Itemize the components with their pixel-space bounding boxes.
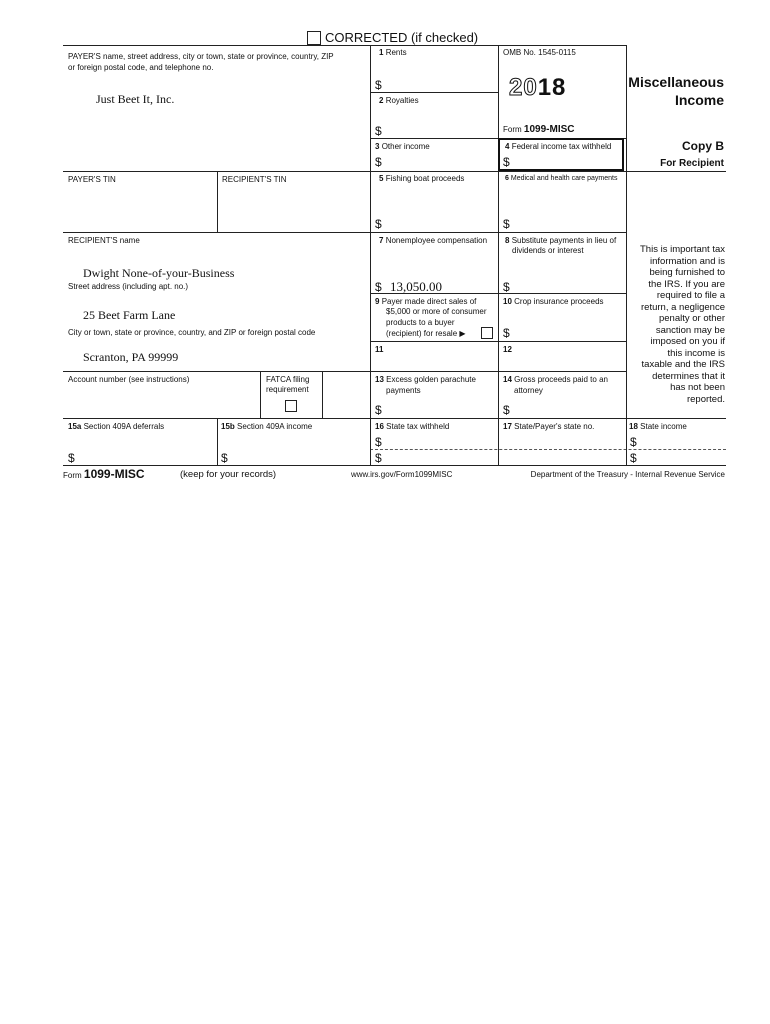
recipient-tin-label: RECIPIENT'S TIN [222,175,287,184]
rule [626,45,627,465]
box10-label: 10 Crop insurance proceeds [503,297,604,306]
box5-dollar: $ [375,217,382,231]
box9-checkbox[interactable] [481,327,493,339]
rule [370,92,498,93]
payer-name-label: PAYER'S name, street address, city or town, state or province, country, ZIP [68,52,334,61]
box6-label: 6 Medical and health care payments [505,175,618,182]
box13-dollar: $ [375,403,382,417]
form-id: Form 1099-MISC [503,124,575,135]
recipient-notice: This is important tax information and is being furnished to the IRS. If you are required to file a return, a negligence penalty or other sanction may be imposed on you if this income is taxable and the IRS determines that it has not been reported. [640,244,725,405]
box16-dollar-1: $ [375,435,382,449]
box8-label-1: 8 Substitute payments in lieu of [505,236,617,245]
fatca-label-1: FATCA filing [266,375,310,384]
box5-label: 5 Fishing boat proceeds [379,174,465,183]
payer-tin-label: PAYER'S TIN [68,175,116,184]
box16-label: 16 State tax withheld [375,422,450,431]
box15b-label: 15b Section 409A income [221,422,313,431]
payer-name-value[interactable]: Just Beet It, Inc. [96,92,175,106]
city-value[interactable]: Scranton, PA 99999 [83,350,179,364]
payer-name-label-2: or foreign postal code, and telephone no. [68,63,214,72]
box1-label: 1 Rents [379,48,407,57]
box13-label-2: payments [386,386,421,395]
box2-label: 2 Royalties [379,96,419,105]
rule [63,371,626,372]
box16-dollar-2: $ [375,451,382,465]
box3-dollar: $ [375,155,382,169]
copy-label: Copy B [682,139,724,153]
city-label: City or town, state or province, country, and ZIP or foreign postal code [68,328,316,337]
omb-number: OMB No. 1545-0115 [503,48,576,57]
recipient-name-label: RECIPIENT'S name [68,236,140,245]
box8-label-2: dividends or interest [512,246,584,255]
box10-dollar: $ [503,326,510,340]
street-label: Street address (including apt. no.) [68,282,189,291]
box9-label-3: products to a buyer [386,318,455,327]
box7-value[interactable]: 13,050.00 [390,279,442,294]
box15a-label: 15a Section 409A deferrals [68,422,165,431]
rule [260,371,261,418]
form-title-1: Miscellaneous [628,74,724,90]
box9-label-2: $5,000 or more of consumer [386,307,487,316]
box14-label-1: 14 Gross proceeds paid to an [503,375,608,384]
box8-dollar: $ [503,280,510,294]
box15a-dollar: $ [68,451,75,465]
box15b-dollar: $ [221,451,228,465]
rule [217,418,218,465]
footer-url[interactable]: www.irs.gov/Form1099MISC [351,470,453,479]
footer-department: Department of the Treasury - Internal Revenue Service [530,470,725,479]
for-recipient-label: For Recipient [660,158,724,169]
corrected-label: CORRECTED (if checked) [325,30,479,45]
box3-label: 3 Other income [375,142,430,151]
box18-label: 18 State income [629,422,687,431]
rule [217,171,218,232]
box14-label-2: attorney [514,386,543,395]
box12-label: 12 [503,345,512,354]
box9-label-4: (recipient) for resale ▶ [386,329,466,338]
box13-label-1: 13 Excess golden parachute [375,375,476,384]
box11-label: 11 [375,345,384,354]
rule [63,465,726,466]
rule [322,371,323,418]
rule [370,45,371,465]
box1-dollar: $ [375,78,382,92]
box18-dollar-1: $ [630,435,637,449]
street-value[interactable]: 25 Beet Farm Lane [83,308,176,322]
box4-dollar: $ [503,155,510,169]
box2-dollar: $ [375,124,382,138]
rule [498,45,499,465]
dashed-rule [370,449,726,450]
box6-dollar: $ [503,217,510,231]
corrected-checkbox[interactable] [307,31,321,45]
rule [63,232,626,233]
form-title-2: Income [674,92,724,108]
box9-label-1: 9 Payer made direct sales of [375,297,477,306]
box18-dollar-2: $ [630,451,637,465]
rule [63,45,626,46]
box7-dollar: $ [375,280,382,294]
recipient-name-value[interactable]: Dwight None-of-your-Business [83,266,235,280]
fatca-label-2: requirement [266,385,309,394]
box7-label: 7 Nonemployee compensation [379,236,488,245]
footer-form-id: Form 1099-MISC [63,467,145,481]
tax-year: 2018 [509,74,567,101]
fatca-checkbox[interactable] [285,400,297,412]
box14-dollar: $ [503,403,510,417]
footer-keep: (keep for your records) [180,469,277,480]
box17-label: 17 State/Payer's state no. [503,422,595,431]
account-label: Account number (see instructions) [68,375,190,384]
box4-label: 4 Federal income tax withheld [505,142,612,151]
